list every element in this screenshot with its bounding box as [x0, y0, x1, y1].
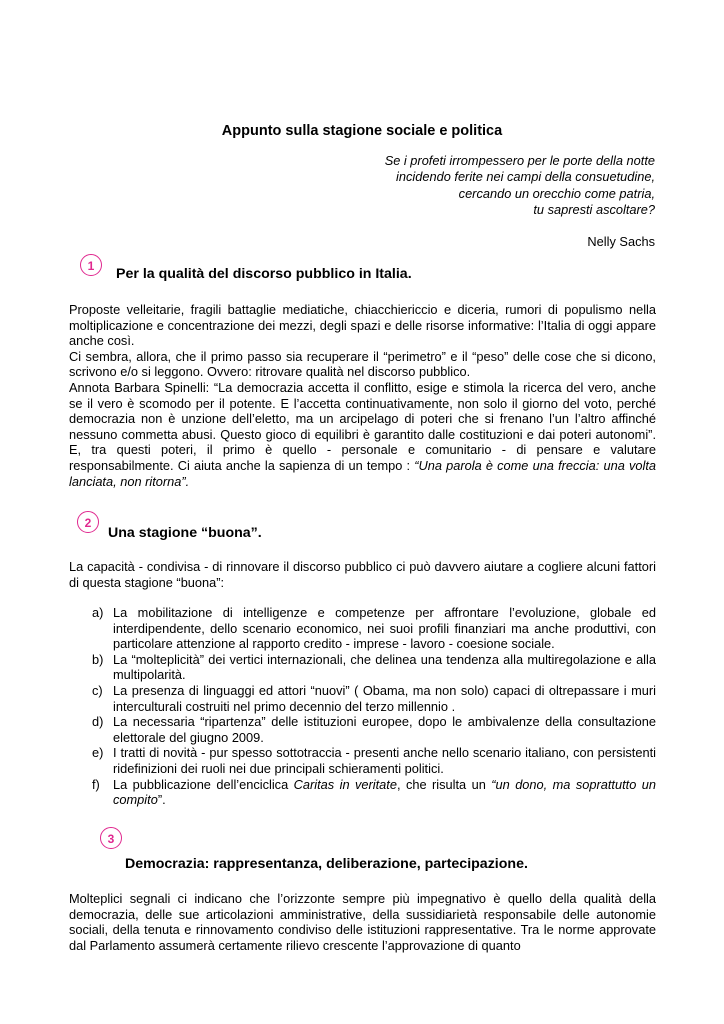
encyclical-title: Caritas in veritate: [293, 776, 397, 792]
section-heading: Democrazia: rappresentanza, deliberazione, partecipazione.: [125, 856, 528, 872]
list-item: [92, 652, 656, 683]
section-number-badge: 1: [80, 254, 102, 276]
list-marker: f): [92, 776, 100, 792]
section-3-body: Molteplici segnali ci indicano che l’orizzonte sempre più impegnativo è quello della qualità della democrazia, delle sue articolazioni amministrative, della sussidiarietà responsabile delle autonomie sociali, della tenuta e rinnovamento condiviso delle istituzioni rappresentative. Tra le norme approvate dal Parlamento assumerà certamente rilievo crescente l’approvazione di quanto: [69, 891, 656, 953]
list-item-text: La “molteplicità” dei vertici internazionali, che delinea una tendenza alla multiregolazione e alla multipolarità.: [113, 651, 656, 683]
list-item: [92, 777, 656, 808]
epigraph: [385, 153, 655, 218]
list-item-text: La necessaria “ripartenza” delle istituzioni europee, dopo le ambivalenze della consultazione elettorale del giugno 2009.: [113, 714, 656, 745]
section-2-intro: La capacità - condivisa - di rinnovare il discorso pubblico ci può davvero aiutare a cogliere alcuni fattori di questa stagione “buona”:: [69, 559, 656, 590]
list-marker: a): [92, 605, 104, 620]
list-item-text: La presenza di linguaggi ed attori “nuovi” ( Obama, ma non solo) capaci di oltrepassare i muri interculturali costruiti nel primo decennio del terzo millennio .: [113, 682, 656, 714]
list-item: [92, 745, 656, 776]
paragraph: [69, 380, 656, 489]
section-number-badge: 2: [77, 511, 99, 533]
epigraph-line: Se i profeti irrompessero per le porte della notte: [384, 153, 655, 168]
section-heading: Per la qualità del discorso pubblico in Italia.: [116, 266, 412, 282]
quote-text: “un dono, ma soprattutto un compito: [113, 776, 656, 808]
section-heading: Una stagione “buona”.: [108, 525, 262, 541]
list-item: [92, 605, 656, 652]
list-item-text: La mobilitazione di intelligenze e competenze per affrontare l’evoluzione, globale ed interdipendente, dello scenario economico, nei suoi profili finanziari ma anche produttivi, con particolare attenzione al rapporto credito - imprese - lavoro - coesione sociale.: [113, 605, 656, 652]
paragraph: Proposte velleitarie, fragili battaglie mediatiche, chiacchiericcio e diceria, rumori di populismo nella moltiplicazione e concentrazione dei mezzi, degli spazi e delle risorse informative: l’Italia di oggi appare anche così.: [69, 302, 656, 349]
list-item-text: , che risulta un: [396, 776, 492, 792]
list-marker: e): [92, 745, 104, 761]
list-item-text: I tratti di novità - pur spesso sottotraccia - presenti anche nello scenario italiano, con persistenti ridefinizioni dei ruoli nei due principali schieramenti politici.: [113, 745, 656, 776]
list-marker: c): [92, 682, 103, 698]
section-1-body: [69, 302, 656, 489]
epigraph-author: Nelly Sachs: [587, 234, 655, 249]
epigraph-line: tu sapresti ascoltare?: [533, 201, 655, 217]
paragraph-text: Annota Barbara Spinelli: “La democrazia accetta il conflitto, esige e stimola la ricerca del vero, anche se il vero è scomodo per il potente. E l’accetta continuativamente, non solo il giorno del voto, perché democrazia non è unzione dell’eletto, ma un arcipelago di poteri che si frenano l’un l’altro affinché nessuno commetta abusi. Questo gioco di equilibri è garantito dalle costituzioni e dai poteri autonomi”. E, tra questi poteri, il primo è quello - personale e comunitario - di pensare e valutare responsabilmente. Ci aiuta anche la sapienza di un tempo :: [69, 379, 656, 473]
factors-list: [92, 605, 656, 808]
list-marker: d): [92, 714, 104, 730]
epigraph-line: cercando un orecchio come patria,: [458, 185, 655, 201]
section-number-badge: 3: [100, 827, 122, 849]
document-title: Appunto sulla stagione sociale e politica: [221, 123, 503, 139]
list-item-text: ”.: [157, 792, 166, 808]
list-item: [92, 714, 656, 745]
epigraph-line: incidendo ferite nei campi della consuetudine,: [396, 169, 655, 185]
quote-text: “Una parola è come una freccia: una volta lanciata, non ritorna”.: [69, 457, 657, 489]
list-item: [92, 683, 656, 714]
list-marker: b): [92, 651, 104, 667]
paragraph: Ci sembra, allora, che il primo passo sia recuperare il “perimetro” e il “peso” delle cose che si dicono, scrivono e/o si leggono. Ovvero: ritrovare qualità nel discorso pubblico.: [69, 348, 656, 380]
list-item-text: La pubblicazione dell’enciclica: [113, 776, 294, 792]
